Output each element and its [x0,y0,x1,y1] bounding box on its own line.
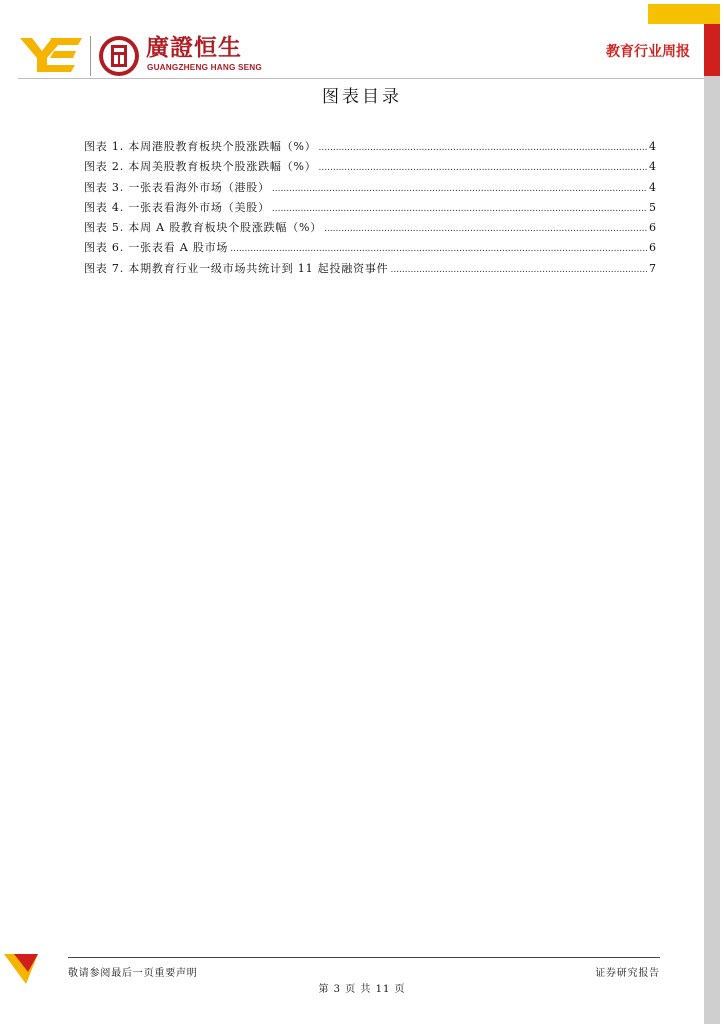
edge-accent-grey [704,76,720,1024]
seal-logo-icon [98,35,140,77]
logo-divider [90,36,91,76]
logo-chinese-name: 廣證恒生 [146,35,242,61]
toc-entry-7[interactable] [84,262,656,282]
toc-entry-page: 5 [649,200,656,214]
toc-entry-page: 7 [649,261,656,275]
toc-entry-label: 图表 5. 本周 A 股教育板块个股涨跌幅（%） [84,221,323,235]
toc-entry-page: 4 [649,180,656,194]
toc-entry-3[interactable] [84,181,656,201]
toc-entry-4[interactable] [84,201,656,221]
toc-entry-label: 图表 3. 一张表看海外市场（港股） [84,180,270,194]
edge-accent-red [704,24,720,76]
toc-entry-6[interactable] [84,241,656,261]
edge-accent-yellow [648,4,720,24]
toc-heading: 图表目录 [322,87,402,107]
footer-disclaimer: 敬请参阅最后一页重要声明 [68,968,198,979]
toc-leader-dots [272,202,647,216]
footer-report-kind: 证券研究报告 [595,968,660,979]
toc-list [84,140,656,282]
toc-entry-page: 6 [649,241,656,255]
toc-entry-label: 图表 7. 本期教育行业一级市场共统计到 11 起投融资事件 [84,261,389,275]
toc-entry-1[interactable] [84,140,656,160]
toc-leader-dots [324,222,647,236]
toc-entry-page: 6 [649,221,656,235]
toc-leader-dots [319,161,647,175]
toc-entry-label: 图表 2. 本周美股教育板块个股涨跌幅（%） [84,160,317,174]
toc-entry-2[interactable] [84,160,656,180]
header-divider [18,78,704,79]
logo-english-name: GUANGZHENG HANG SENG [147,63,262,72]
company-logo [20,34,260,78]
toc-entry-label: 图表 4. 一张表看海外市场（美股） [84,200,270,214]
toc-leader-dots [319,141,647,155]
ye-logo-icon [20,38,82,72]
toc-entry-label: 图表 1. 本周港股教育板块个股涨跌幅（%） [84,140,317,153]
toc-leader-dots [390,263,647,277]
page-indicator: 第 3 页 共 11 页 [318,984,406,995]
toc-entry-label: 图表 6. 一张表看 A 股市场 [84,241,229,255]
report-type-title: 教育行业周报 [606,44,690,60]
toc-leader-dots [272,182,647,196]
toc-entry-5[interactable] [84,221,656,241]
footer-divider [68,957,660,958]
toc-entry-page: 4 [649,140,656,153]
toc-leader-dots [230,242,647,256]
toc-entry-page: 4 [649,160,656,174]
